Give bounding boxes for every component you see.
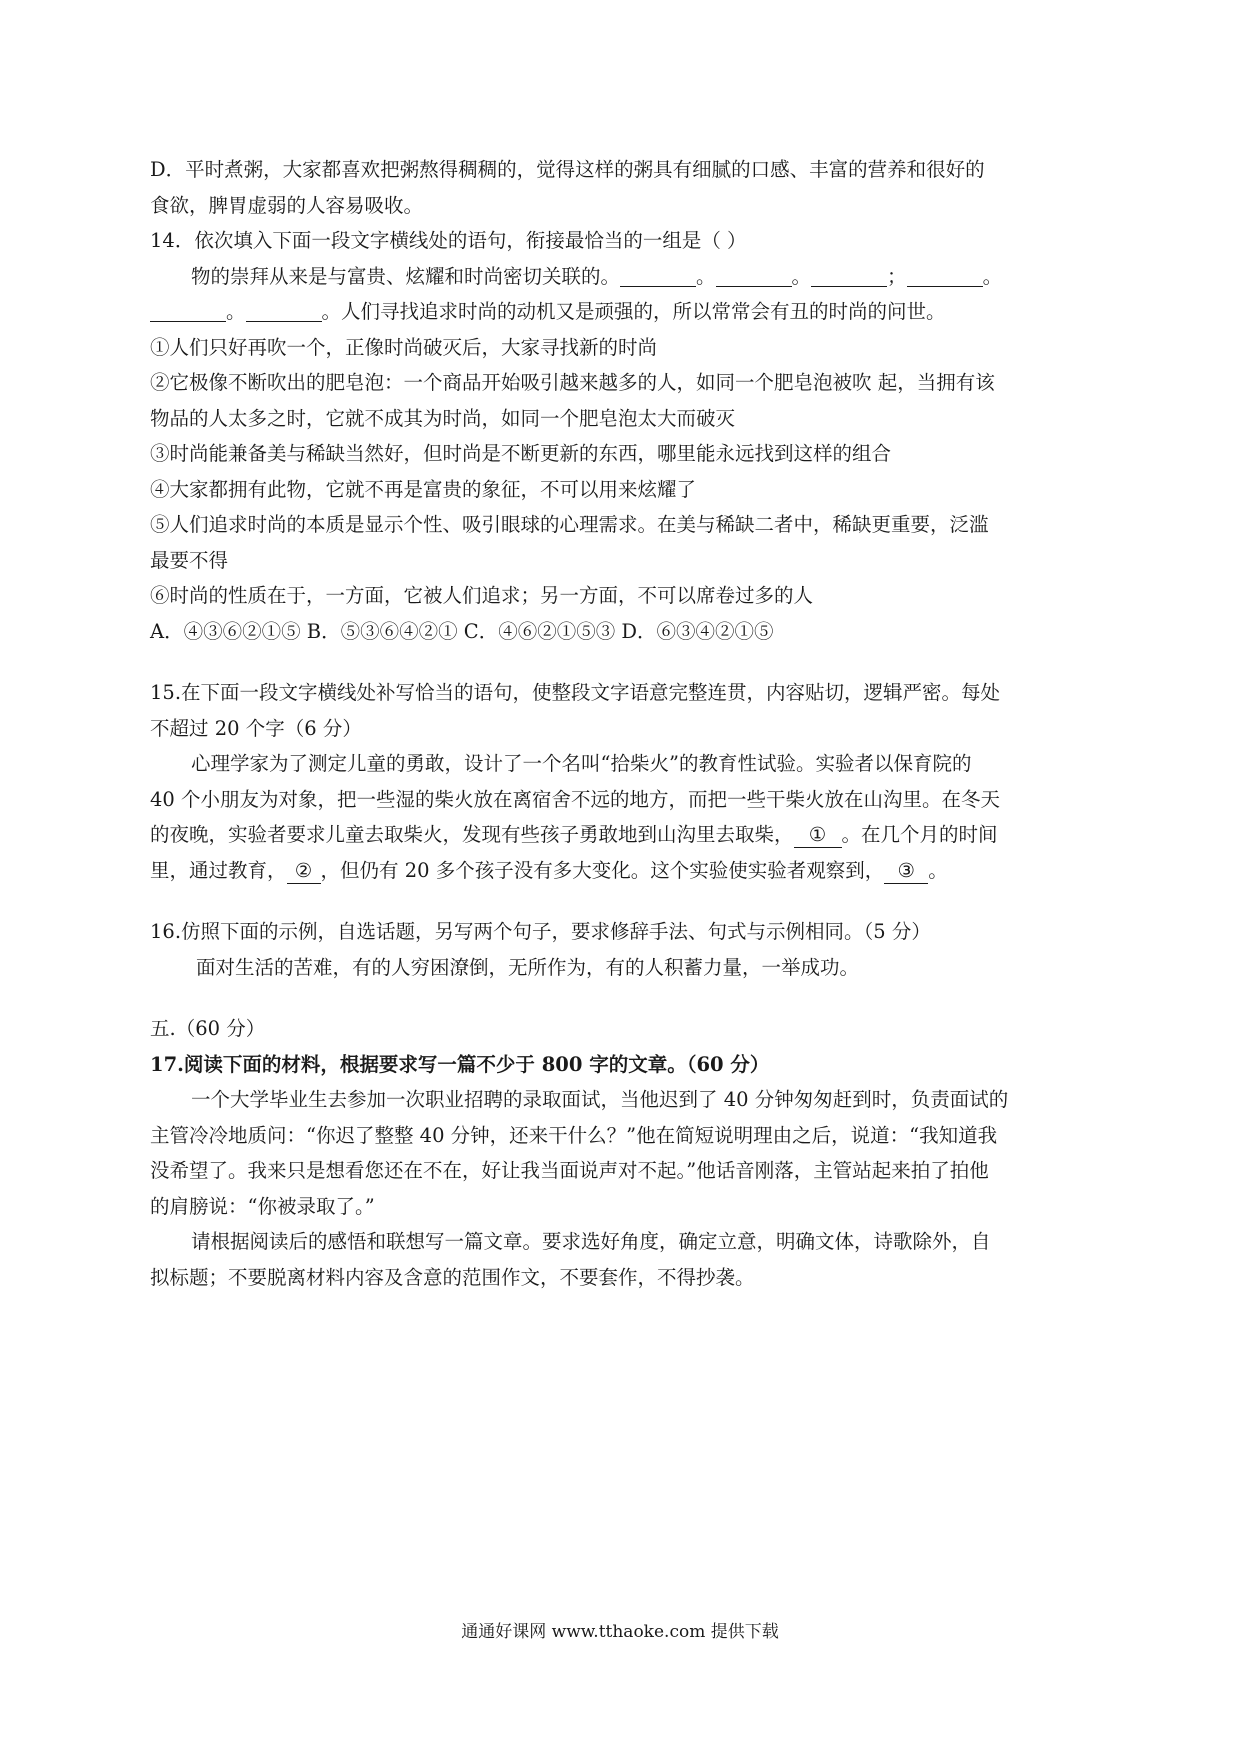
q17-requirement-line1: 请根据阅读后的感悟和联想写一篇文章。要求选好角度，确定立意，明确文体，诗歌除外，自 <box>191 1230 991 1253</box>
page-footer: 通通好课网 www.tthaoke.com 提供下载 <box>461 1622 779 1642</box>
q14-passage-line1 <box>150 259 1098 295</box>
q14-passage-start: 物的崇拜从来是与富贵、炫耀和时尚密切关联的。 <box>191 264 621 288</box>
q17-stem: 17.阅读下面的材料，根据要求写一篇不少于 800 字的文章。（60 分） <box>150 1052 770 1076</box>
q14-item-1: ①人们只好再吹一个，正像时尚破灭后，大家寻找新的时尚 <box>150 335 658 359</box>
q14-item-4: ④大家都拥有此物，它就不再是富贵的象征，不可以用来炫耀了 <box>150 477 697 501</box>
q14-item-5: ⑤人们追求时尚的本质是显示个性、吸引眼球的心理需求。在美与稀缺二者中，稀缺更重要，泛滥 <box>150 513 989 536</box>
q14-blank-4[interactable] <box>907 264 983 287</box>
q14-blank-1[interactable] <box>620 264 696 287</box>
q15-text: 。 <box>928 858 948 882</box>
document-body <box>150 152 1098 1295</box>
q15-blank-3[interactable]: ③ <box>884 859 928 884</box>
q14-passage-line2 <box>150 294 1098 330</box>
q17-material-line2: 主管冷冷地质问：“你迟了整整 40 分钟，还来干什么？”他在简短说明理由之后，说道：“我知道我 <box>150 1123 998 1147</box>
q17-material-line4: 的肩膀说：“你被录取了。” <box>150 1194 375 1218</box>
q15-stem-line2: 不超过 20 个字（6 分） <box>150 716 362 740</box>
q17-requirement-line2: 拟标题；不要脱离材料内容及含意的范围作文，不要套作，不得抄袭。 <box>150 1265 755 1289</box>
q15-stem-line1: 15.在下面一段文字横线处补写恰当的语句，使整段文字语意完整连贯，内容贴切，逻辑严密。每处 <box>150 681 1001 704</box>
q13-option-d-line1: D．平时煮粥，大家都喜欢把粥熬得稠稠的，觉得这样的粥具有细腻的口感、丰富的营养和很好的 <box>150 158 985 181</box>
q14-item-2: ②它极像不断吹出的肥皂泡：一个商品开始吸引越来越多的人，如同一个肥皂泡被吹 起，当拥有该 <box>150 371 995 394</box>
q14-blank-5[interactable] <box>150 299 226 322</box>
q14-sep: ； <box>887 264 907 288</box>
q15-text: 。在几个月的时间 <box>841 823 998 846</box>
q14-options: A．④③⑥②①⑤ B．⑤③⑥④②① C．④⑥②①⑤③ D．⑥③④②①⑤ <box>150 619 774 643</box>
q14-item-5-cont: 最要不得 <box>150 548 229 572</box>
q15-blank-2[interactable]: ② <box>287 859 321 884</box>
q14-blank-2[interactable] <box>716 264 792 287</box>
q15-text: ，但仍有 20 多个孩子没有多大变化。这个实验使实验者观察到， <box>320 858 885 882</box>
section5-title: 五.（60 分） <box>150 1017 266 1040</box>
q14-sep: 。 <box>226 300 246 323</box>
q15-passage-line2: 40 个小朋友为对象，把一些湿的柴火放在离宿舍不远的地方，而把一些干柴火放在山沟里。在冬天 <box>150 787 1001 811</box>
q14-blank-3[interactable] <box>811 264 887 287</box>
q15-passage-line4 <box>150 853 1098 889</box>
q14-sep: 。 <box>696 264 716 288</box>
q14-item-2-cont: 物品的人太多之时，它就不成其为时尚，如同一个肥皂泡太大而破灭 <box>150 406 736 430</box>
q13-option-d-line2: 食欲，脾胃虚弱的人容易吸收。 <box>150 193 424 217</box>
q14-item-6: ⑥时尚的性质在于，一方面，它被人们追求；另一方面，不可以席卷过多的人 <box>150 584 814 607</box>
q15-passage-line1: 心理学家为了测定儿童的勇敢，设计了一个名叫“拾柴火”的教育性试验。实验者以保育院的 <box>191 752 972 775</box>
q15-text: 里，通过教育， <box>150 858 287 882</box>
q14-blank-6[interactable] <box>246 299 322 322</box>
q16-stem: 16.仿照下面的示例，自选话题，另写两个句子，要求修辞手法、句式与示例相同。（5 分） <box>150 920 931 943</box>
q17-material-line1: 一个大学毕业生去参加一次职业招聘的录取面试，当他迟到了 40 分钟匆匆赶到时，负责面试的 <box>191 1088 1009 1111</box>
q15-text: 的夜晚，实验者要求儿童去取柴火，发现有些孩子勇敢地到山沟里去取柴， <box>150 823 794 846</box>
q14-stem: 14．依次填入下面一段文字横线处的语句，衔接最恰当的一组是（ ） <box>150 229 747 252</box>
q15-passage-line3 <box>150 817 1098 853</box>
q14-passage-end: 。人们寻找追求时尚的动机又是顽强的，所以常常会有丑的时尚的问世。 <box>321 300 946 323</box>
q15-blank-1[interactable]: ① <box>794 823 842 848</box>
q17-material-line3: 没希望了。我来只是想看您还在不在，好让我当面说声对不起。”他话音刚落，主管站起来拍了拍他 <box>150 1159 989 1182</box>
q14-sep: 。 <box>791 264 812 288</box>
q14-item-3: ③时尚能兼备美与稀缺当然好，但时尚是不断更新的东西，哪里能永远找到这样的组合 <box>150 442 892 465</box>
q16-example: 面对生活的苦难，有的人穷困潦倒，无所作为，有的人积蓄力量，一举成功。 <box>196 955 860 979</box>
q14-sep: 。 <box>982 264 1003 288</box>
